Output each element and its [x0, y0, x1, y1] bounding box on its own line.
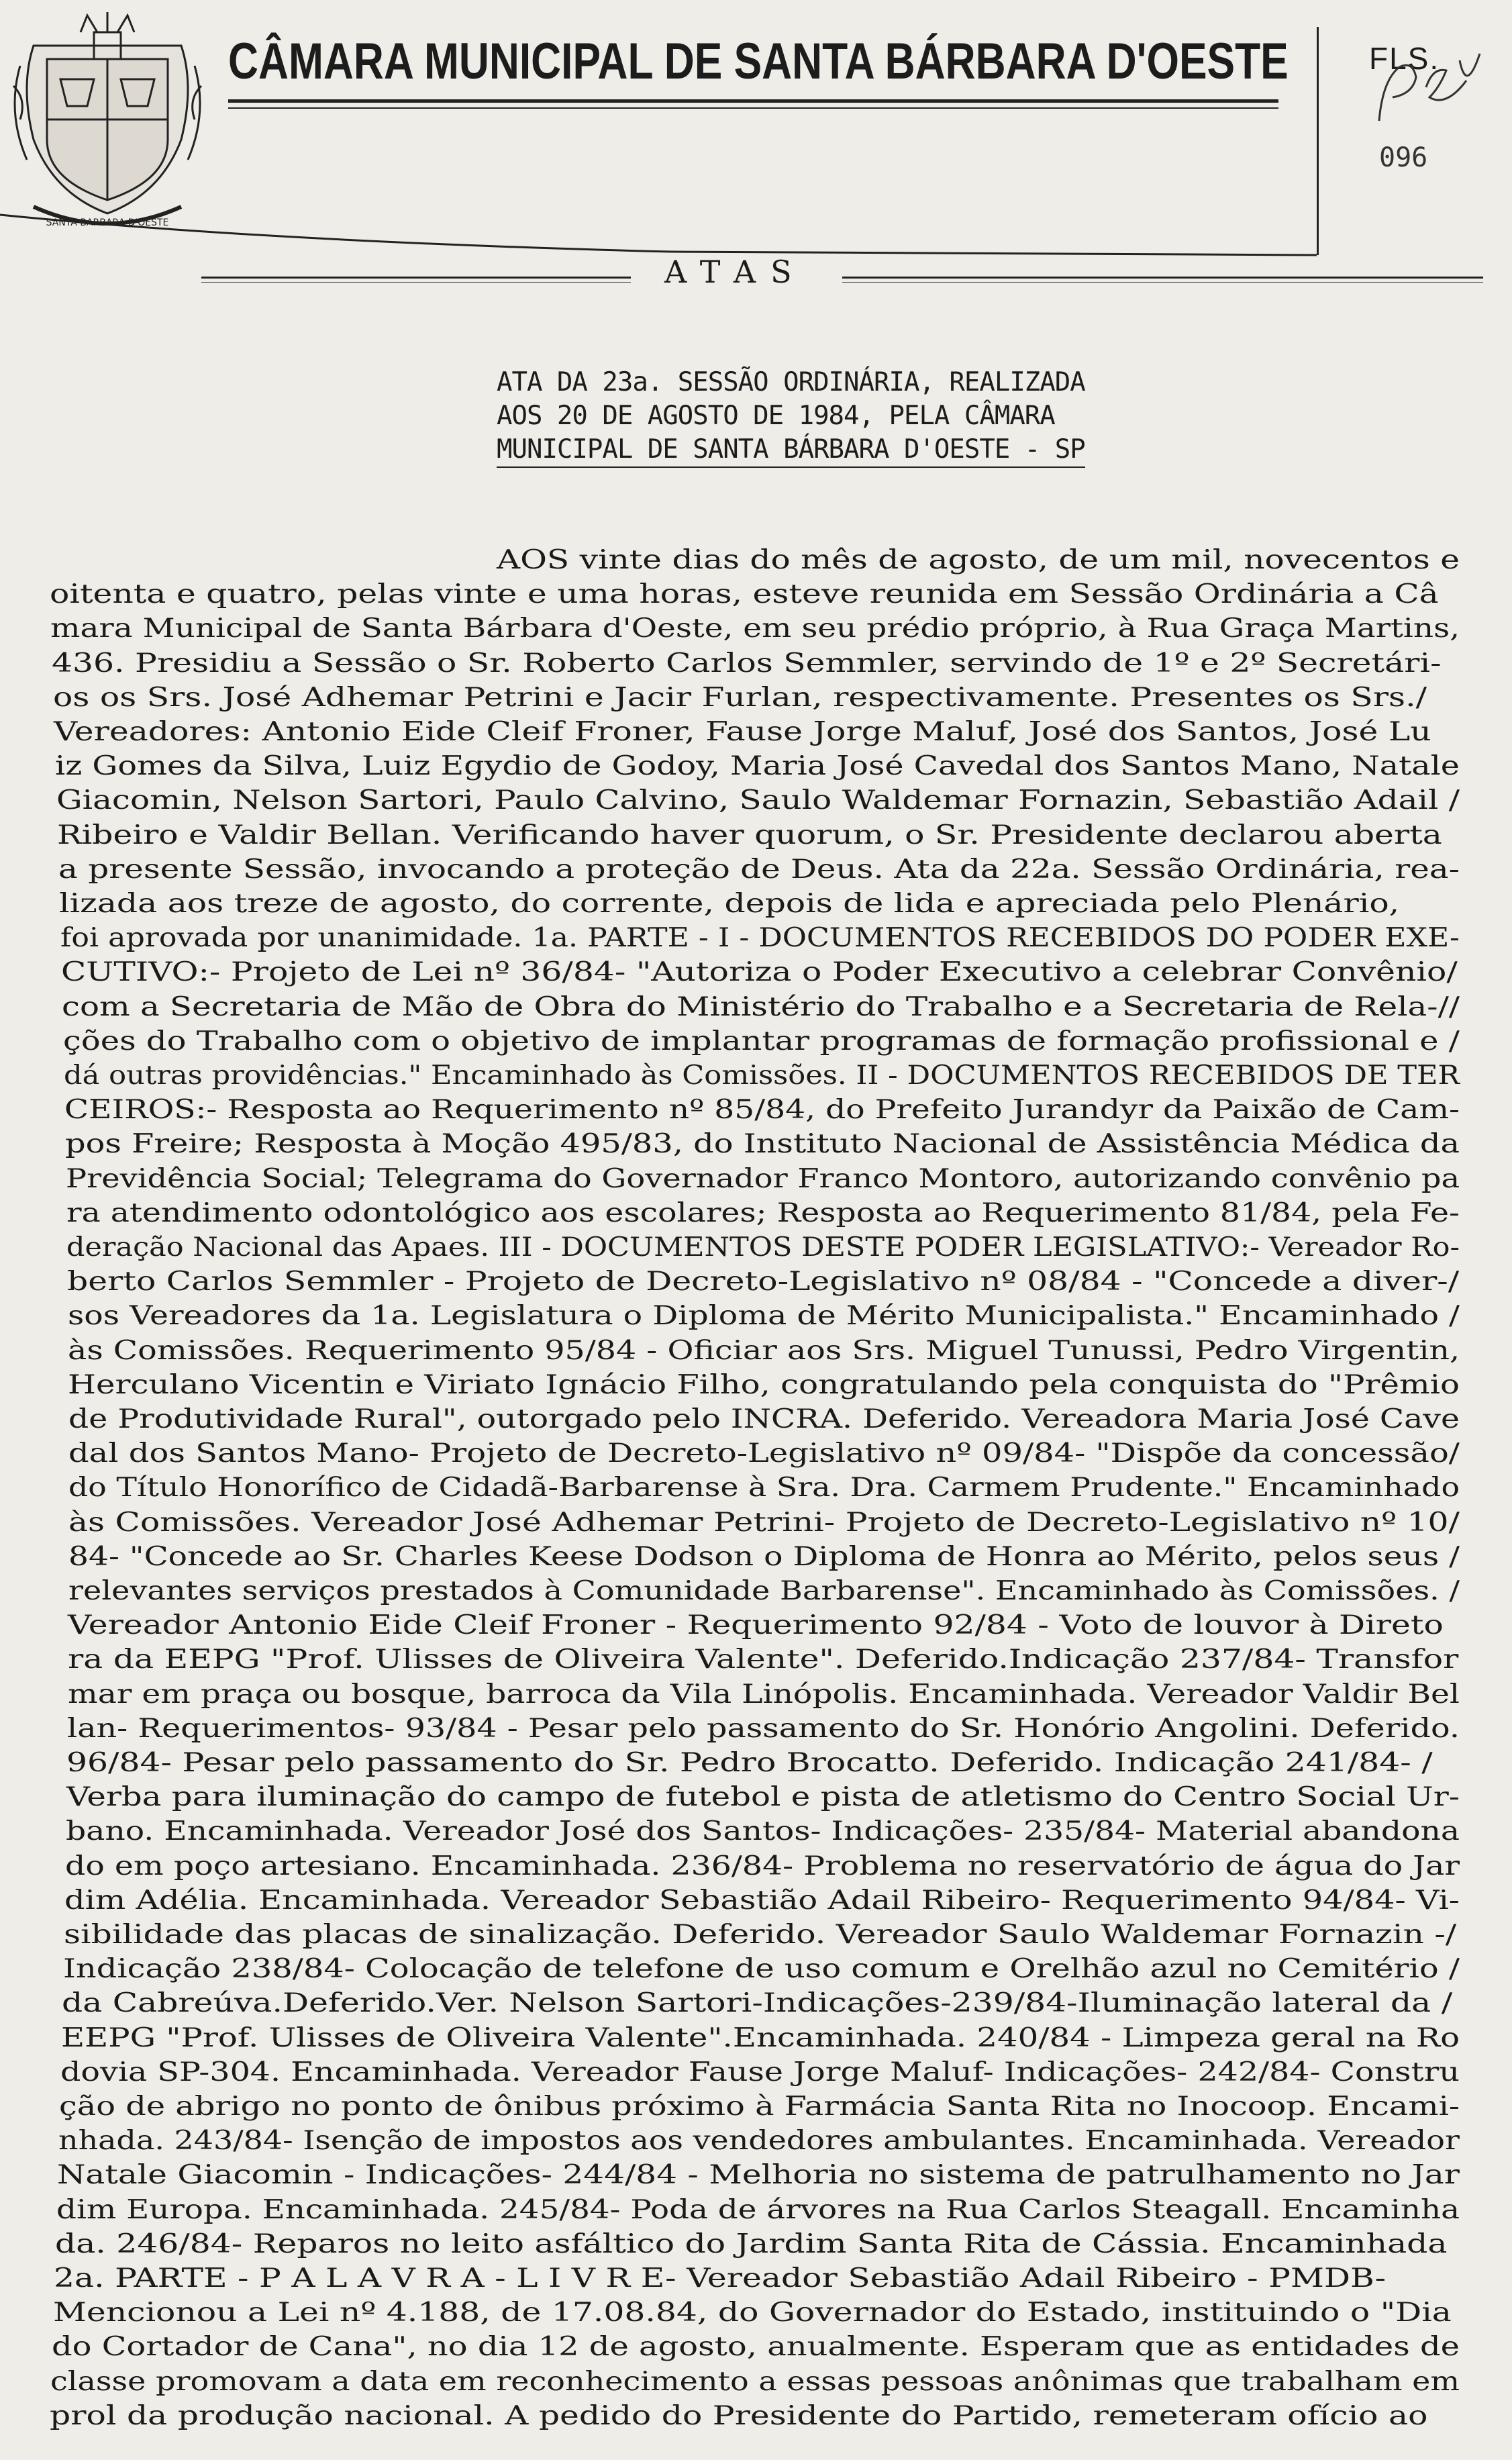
- body-line: dim Europa. Encaminhada. 245/84- Poda de árvores na Rua Carlos Steagall. Encaminha: [56, 2195, 1460, 2225]
- body-line: EEPG "Prof. Ulisses de Oliveira Valente".Encaminhada. 240/84 - Limpeza geral na Ro: [61, 2023, 1460, 2053]
- fls-label: FLS.: [1369, 41, 1440, 76]
- body-line: os os Srs. José Adhemar Petrini e Jacir Furlan, respectivamente. Presentes os Srs./: [53, 683, 1427, 713]
- body-line: classe promovam a data em reconhecimento a essas pessoas anônimas que trabalham em: [50, 2367, 1460, 2397]
- body-line: do em poço artesiano. Encaminhada. 236/84- Problema no reservatório de água do Jar: [65, 1851, 1460, 1881]
- body-line: Natale Giacomin - Indicações- 244/84 - Melhoria no sistema de patrulhamento no Jar: [57, 2160, 1460, 2190]
- body-line: de Produtividade Rural", outorgado pelo INCRA. Deferido. Vereadora Maria José Cave: [68, 1404, 1460, 1434]
- body-line: dal dos Santos Mano- Projeto de Decreto-Legislativo nº 09/84- "Dispõe da concessão/: [68, 1438, 1460, 1469]
- body-line: da Cabreúva.Deferido.Ver. Nelson Sartori-Indicações-239/84-Iluminação lateral da /: [62, 1988, 1453, 2018]
- body-line: sos Vereadores da 1a. Legislatura o Diploma de Mérito Municipalista." Encaminhado /: [68, 1301, 1460, 1331]
- body-line: do Título Honorífico de Cidadã-Barbarense à Sra. Dra. Carmem Prudente." Encaminhado: [68, 1473, 1460, 1503]
- svg-text:SANTA BARBARA D'OESTE: SANTA BARBARA D'OESTE: [46, 217, 169, 228]
- section-label: ATAS: [664, 254, 807, 290]
- body-line: Previdência Social; Telegrama do Governador Franco Montoro, autorizando convênio pa: [66, 1164, 1460, 1194]
- body-line: Indicação 238/84- Colocação de telefone de uso comum e Orelhão azul no Cemitério /: [63, 1954, 1460, 1984]
- body-line: Giacomin, Nelson Sartori, Paulo Calvino, Saulo Waldemar Fornazin, Sebastião Adail /: [56, 785, 1460, 816]
- body-line: com a Secretaria de Mão de Obra do Ministério do Trabalho e a Secretaria de Rela-//: [62, 992, 1460, 1022]
- body-line: da. 246/84- Reparos no leito asfáltico do Jardim Santa Rita de Cássia. Encaminhada: [55, 2229, 1448, 2259]
- body-line: Herculano Vicentin e Viriato Ignácio Filho, congratulando pela conquista do "Prêmio: [68, 1370, 1460, 1400]
- body-line: deração Nacional das Apaes. III - DOCUMENTOS DESTE PODER LEGISLATIVO:- Vereador Ro-: [66, 1232, 1460, 1263]
- body-line: 2a. PARTE - P A L A V R A - L I V R E- Vereador Sebastião Adail Ribeiro - PMDB-: [54, 2263, 1387, 2294]
- body-line: 96/84- Pesar pelo passamento do Sr. Pedro Brocatto. Deferido. Indicação 241/84- /: [66, 1748, 1433, 1778]
- body-line: do Cortador de Cana", no dia 12 de agosto, anualmente. Esperam que as entidades de: [52, 2332, 1460, 2362]
- body-line: sibilidade das placas de sinalização. Deferido. Vereador Saulo Waldemar Fornazin -/: [64, 1920, 1457, 1950]
- body-line: mara Municipal de Santa Bárbara d'Oeste, em seu prédio próprio, à Rua Graça Martins,: [50, 613, 1460, 644]
- body-line: ção de abrigo no ponto de ônibus próximo à Farmácia Santa Rita no Inocoop. Encami-: [59, 2092, 1460, 2122]
- body-line: Verba para iluminação do campo de futebol e pista de atletismo do Centro Social Ur-: [66, 1782, 1460, 1812]
- body-line: ções do Trabalho com o objetivo de implantar programas de formação profissional e /: [63, 1026, 1460, 1056]
- body-line: dim Adélia. Encaminhada. Vereador Sebastião Adail Ribeiro- Requerimento 94/84- Vi-: [64, 1885, 1460, 1916]
- body-line: mar em praça ou bosque, barroca da Vila Linópolis. Encaminhada. Vereador Valdir Bel: [68, 1679, 1460, 1710]
- body-line: ra atendimento odontológico aos escolares; Resposta ao Requerimento 81/84, pela Fe-: [66, 1198, 1460, 1228]
- body-line: nhada. 243/84- Isenção de impostos aos vendedores ambulantes. Encaminhada. Vereador: [58, 2126, 1460, 2156]
- body-line: lan- Requerimentos- 93/84 - Pesar pelo passamento do Sr. Honório Angolini. Deferido.: [67, 1714, 1460, 1744]
- body-line: relevantes serviços prestados à Comunidade Barbarense". Encaminhado às Comissões. /: [68, 1576, 1460, 1606]
- body-line: ra da EEPG "Prof. Ulisses de Oliveira Valente". Deferido.Indicação 237/84- Transfor: [68, 1644, 1459, 1675]
- body-line: CEIROS:- Resposta ao Requerimento nº 85/84, do Prefeito Jurandyr da Paixão de Cam-: [64, 1095, 1460, 1125]
- body-line: CUTIVO:- Projeto de Lei nº 36/84- "Autoriza o Poder Executivo a celebrar Convênio/: [61, 957, 1458, 987]
- body-line: Vereadores: Antonio Eide Cleif Froner, Fause Jorge Maluf, José dos Santos, José Lu: [54, 717, 1431, 747]
- body-line: berto Carlos Semmler - Projeto de Decreto-Legislativo nº 08/84 - "Concede a diver-/: [67, 1267, 1460, 1297]
- body-line: 84- "Concede ao Sr. Charles Keese Dodson o Diploma de Honra ao Mérito, pelos seus /: [68, 1542, 1460, 1572]
- heading-line: AOS 20 DE AGOSTO DE 1984, PELA CÂMARA: [497, 401, 1055, 431]
- body-line: prol da produção nacional. A pedido do Presidente do Partido, remeteram ofício ao: [50, 2401, 1428, 2431]
- heading-line-underlined: MUNICIPAL DE SANTA BÁRBARA D'OESTE - SP: [497, 433, 1085, 468]
- body-line: às Comissões. Vereador José Adhemar Petrini- Projeto de Decreto-Legislativo nº 10/: [68, 1508, 1460, 1538]
- body-line: Mencionou a Lei nº 4.188, de 17.08.84, do Governador do Estado, instituindo o "Dia: [53, 2298, 1452, 2328]
- body-line: foi aprovada por unanimidade. 1a. PARTE - I - DOCUMENTOS RECEBIDOS DO PODER EXE-: [60, 923, 1460, 953]
- body-line: bano. Encaminhada. Vereador José dos Santos- Indicações- 235/84- Material abandona: [66, 1816, 1460, 1847]
- body-line: a presente Sessão, invocando a proteção de Deus. Ata da 22a. Sessão Ordinária, rea-: [58, 854, 1460, 885]
- institution-title: CÂMARA MUNICIPAL DE SANTA BÁRBARA D'OESTE: [228, 33, 1289, 90]
- heading-line: ATA DA 23a. SESSÃO ORDINÁRIA, REALIZADA: [497, 367, 1085, 397]
- body-line: Ribeiro e Valdir Bellan. Verificando haver quorum, o Sr. Presidente declarou aberta: [57, 820, 1442, 850]
- body-line: oitenta e quatro, pelas vinte e uma horas, esteve reunida em Sessão Ordinária a Câ: [50, 579, 1439, 609]
- body-line: Vereador Antonio Eide Cleif Froner - Requerimento 92/84 - Voto de louvor à Direto: [68, 1610, 1444, 1640]
- sheet-number: 096: [1379, 142, 1428, 173]
- body-line: 436. Presidiu a Sessão o Sr. Roberto Carlos Semmler, servindo de 1º e 2º Secretári-: [52, 648, 1442, 679]
- body-line: dovia SP-304. Encaminhada. Vereador Fause Jorge Maluf- Indicações- 242/84- Constru: [60, 2057, 1460, 2087]
- body-line: às Comissões. Requerimento 95/84 - Oficiar aos Srs. Miguel Tunussi, Pedro Virgentin,: [68, 1336, 1460, 1366]
- body-line: AOS vinte dias do mês de agosto, de um mil, novecentos e: [497, 545, 1460, 575]
- body-line: dá outras providências." Encaminhado às Comissões. II - DOCUMENTOS RECEBIDOS DE TER: [64, 1061, 1460, 1091]
- body-line: pos Freire; Resposta à Moção 495/83, do Instituto Nacional de Assistência Médica da: [65, 1129, 1460, 1159]
- body-line: lizada aos treze de agosto, do corrente, depois de lida e apreciada pelo Plenário,: [59, 889, 1400, 919]
- body-line: iz Gomes da Silva, Luiz Egydio de Godoy, Maria José Cavedal dos Santos Mano, Natale: [55, 751, 1460, 781]
